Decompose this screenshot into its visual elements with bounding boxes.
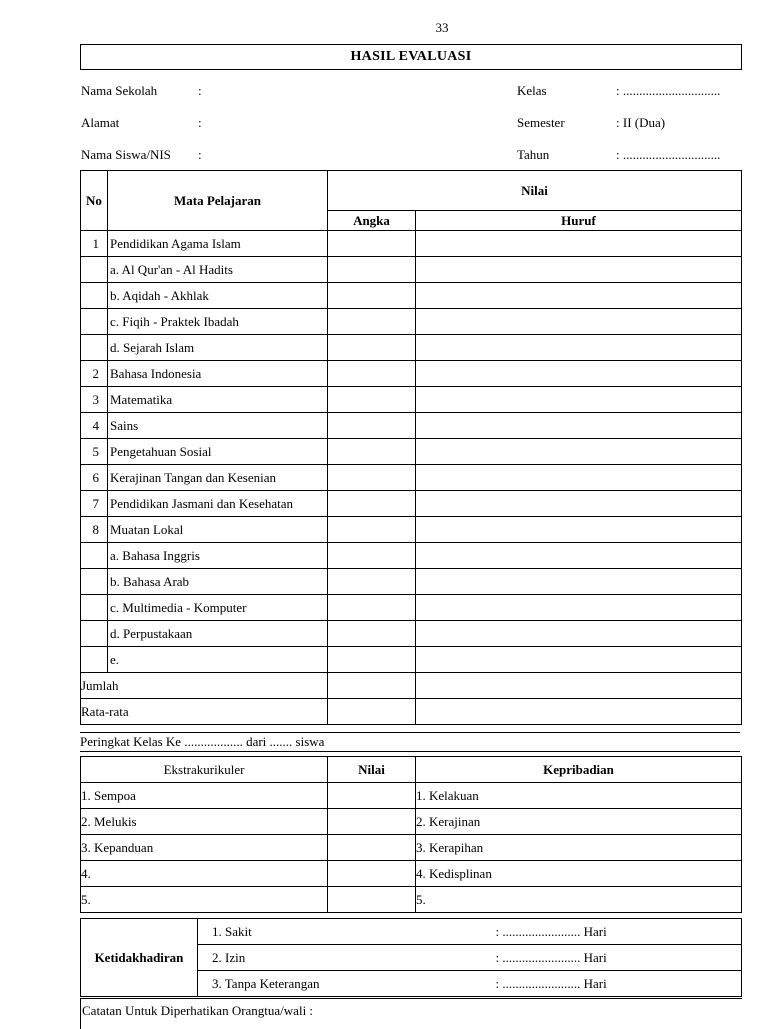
col-ekstra-nilai-header: Nilai [328,757,416,783]
grade-subject: Bahasa Indonesia [108,361,328,387]
grade-row [81,569,742,595]
catatan-box [80,998,742,1029]
siswa-label: Nama Siswa/NIS [81,147,171,162]
ekstra-item: 1. Sempoa [81,783,328,809]
grade-subject: e. [108,647,328,673]
rata-label: Rata-rata [81,699,328,725]
grade-row [81,257,742,283]
alamat-sep: : [198,115,202,130]
ekstra-table [80,756,742,913]
grade-subject: d. Perpustakaan [108,621,328,647]
ekstra-nilai-cell[interactable] [328,887,416,913]
jumlah-huruf-cell[interactable] [416,673,742,699]
grade-angka-cell[interactable] [328,569,416,595]
grade-subject: Pengetahuan Sosial [108,439,328,465]
grade-row [81,387,742,413]
col-mapel-header: Mata Pelajaran [108,171,328,231]
kepribadian-item: 3. Kerapihan [416,835,742,861]
grade-huruf-cell[interactable] [416,647,742,673]
grade-subject: Kerajinan Tangan dan Kesenian [108,465,328,491]
grade-angka-cell[interactable] [328,413,416,439]
absen-jenis: 3. Tanpa Keterangan [198,971,403,997]
grade-no [81,283,108,309]
grade-huruf-cell[interactable] [416,439,742,465]
kepribadian-item: 5. [416,887,742,913]
grade-huruf-cell[interactable] [416,283,742,309]
ekstra-item: 5. [81,887,328,913]
page-number: 33 [435,20,449,35]
page-title: HASIL EVALUASI [80,44,742,70]
ekstra-nilai-cell[interactable] [328,861,416,887]
kepribadian-item: 2. Kerajinan [416,809,742,835]
grade-angka-cell[interactable] [328,621,416,647]
grade-no: 6 [81,465,108,491]
grade-angka-cell[interactable] [328,595,416,621]
grade-angka-cell[interactable] [328,257,416,283]
rata-row [81,699,742,725]
grade-angka-cell[interactable] [328,335,416,361]
jumlah-label: Jumlah [81,673,328,699]
ekstra-item: 2. Melukis [81,809,328,835]
grade-no [81,257,108,283]
absen-value: : ........................ Hari [403,971,742,997]
grade-subject: a. Bahasa Inggris [108,543,328,569]
absen-value: : ........................ Hari [403,945,742,971]
grade-huruf-cell[interactable] [416,361,742,387]
col-ekstra-header: Ekstrakurikuler [81,757,328,783]
col-nilai-header: Nilai [328,171,742,211]
grade-angka-cell[interactable] [328,283,416,309]
ekstra-row [81,861,742,887]
semester-label: Semester [517,115,565,130]
grade-row [81,647,742,673]
ekstra-item: 4. [81,861,328,887]
rata-huruf-cell[interactable] [416,699,742,725]
ekstra-nilai-cell[interactable] [328,783,416,809]
ekstra-item: 3. Kepanduan [81,835,328,861]
grade-row [81,595,742,621]
grade-angka-cell[interactable] [328,387,416,413]
grade-angka-cell[interactable] [328,543,416,569]
grade-no [81,621,108,647]
grade-no: 4 [81,413,108,439]
grade-row [81,283,742,309]
kepribadian-item: 1. Kelakuan [416,783,742,809]
ekstra-row [81,809,742,835]
grade-huruf-cell[interactable] [416,465,742,491]
col-angka-header: Angka [328,211,416,231]
grade-no: 7 [81,491,108,517]
grade-huruf-cell[interactable] [416,569,742,595]
grade-row [81,491,742,517]
jumlah-angka-cell[interactable] [328,673,416,699]
absen-table [80,918,742,997]
grade-huruf-cell[interactable] [416,413,742,439]
grade-angka-cell[interactable] [328,491,416,517]
absen-jenis: 2. Izin [198,945,403,971]
absen-row [81,919,742,945]
grade-angka-cell[interactable] [328,647,416,673]
grade-huruf-cell[interactable] [416,595,742,621]
jumlah-row [81,673,742,699]
grade-huruf-cell[interactable] [416,387,742,413]
grade-no [81,647,108,673]
kelas-label: Kelas [517,83,547,98]
grade-angka-cell[interactable] [328,517,416,543]
grade-subject: d. Sejarah Islam [108,335,328,361]
ekstra-nilai-cell[interactable] [328,809,416,835]
grade-angka-cell[interactable] [328,439,416,465]
grade-angka-cell[interactable] [328,231,416,257]
rata-angka-cell[interactable] [328,699,416,725]
absen-label: Ketidakhadiran [81,919,198,997]
grade-no [81,309,108,335]
grade-no [81,335,108,361]
grade-angka-cell[interactable] [328,309,416,335]
col-kepribadian-header: Kepribadian [416,757,742,783]
ekstra-row [81,887,742,913]
grade-subject: Pendidikan Jasmani dan Kesehatan [108,491,328,517]
grade-angka-cell[interactable] [328,465,416,491]
grades-table [80,170,742,725]
grade-subject: Sains [108,413,328,439]
grade-no: 3 [81,387,108,413]
grade-huruf-cell[interactable] [416,517,742,543]
tahun-value: : .............................. [616,147,721,162]
grade-no: 8 [81,517,108,543]
grade-huruf-cell[interactable] [416,491,742,517]
grade-row [81,231,742,257]
grade-no: 1 [81,231,108,257]
kepribadian-item: 4. Kedisplinan [416,861,742,887]
grade-no [81,543,108,569]
grade-row [81,309,742,335]
grade-subject: b. Aqidah - Akhlak [108,283,328,309]
grade-huruf-cell[interactable] [416,231,742,257]
grade-row [81,439,742,465]
grade-no [81,569,108,595]
grade-subject: a. Al Qur'an - Al Hadits [108,257,328,283]
sekolah-sep: : [198,83,202,98]
catatan-label: Catatan Untuk Diperhatikan Orangtua/wali : [82,1003,314,1018]
absen-value: : ........................ Hari [403,919,742,945]
grade-huruf-cell[interactable] [416,309,742,335]
grade-subject: b. Bahasa Arab [108,569,328,595]
peringkat-line: Peringkat Kelas Ke .................. dari ....... siswa [80,732,740,752]
semester-value: : II (Dua) [616,115,666,130]
col-huruf-header: Huruf [416,211,742,231]
grade-no [81,595,108,621]
grade-row [81,465,742,491]
ekstra-row [81,783,742,809]
grade-subject: c. Fiqih - Praktek Ibadah [108,309,328,335]
col-no-header: No [81,171,108,231]
grade-row [81,543,742,569]
grade-row [81,621,742,647]
sekolah-label: Nama Sekolah [81,83,158,98]
grade-no: 2 [81,361,108,387]
absen-jenis: 1. Sakit [198,919,403,945]
ekstra-nilai-cell[interactable] [328,835,416,861]
grade-huruf-cell[interactable] [416,543,742,569]
siswa-sep: : [198,147,202,162]
grade-subject: Pendidikan Agama Islam [108,231,328,257]
grade-row [81,517,742,543]
ekstra-row [81,835,742,861]
tahun-label: Tahun [517,147,550,162]
grade-angka-cell[interactable] [328,361,416,387]
grade-subject: c. Multimedia - Komputer [108,595,328,621]
grade-row [81,413,742,439]
grade-row [81,335,742,361]
grade-row [81,361,742,387]
alamat-label: Alamat [81,115,120,130]
grade-no: 5 [81,439,108,465]
kelas-value: : .............................. [616,83,721,98]
grade-subject: Muatan Lokal [108,517,328,543]
grade-subject: Matematika [108,387,328,413]
grade-huruf-cell[interactable] [416,335,742,361]
grade-huruf-cell[interactable] [416,621,742,647]
grade-huruf-cell[interactable] [416,257,742,283]
